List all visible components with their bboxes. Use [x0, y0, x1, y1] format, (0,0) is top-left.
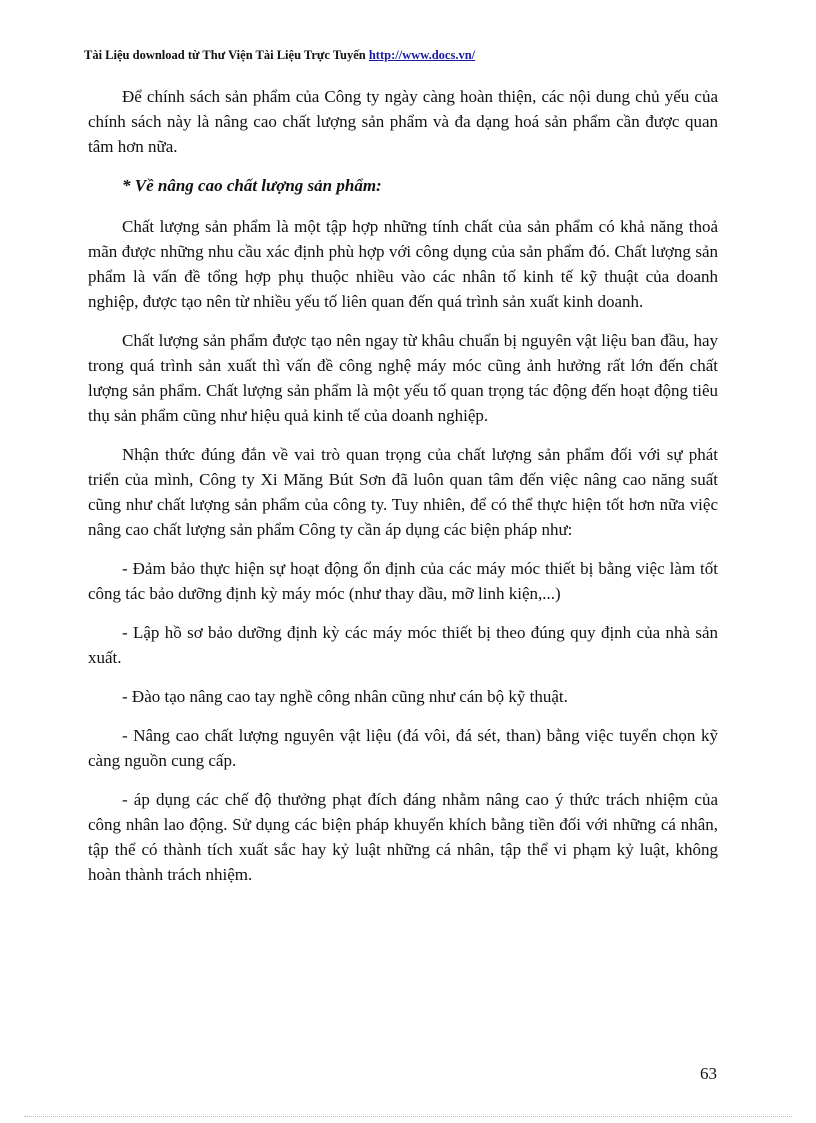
page-header — [84, 48, 475, 63]
section-heading: * Về nâng cao chất lượng sản phẩm: — [122, 176, 382, 195]
list-item: - Nâng cao chất lượng nguyên vật liệu (đá vôi, đá sét, than) bằng việc tuyển chọn kỹ càng nguồn cung cấp. — [88, 726, 718, 770]
body-paragraph: Chất lượng sản phẩm được tạo nên ngay từ khâu chuẩn bị nguyên vật liệu ban đầu, hay trong quá trình sản xuất thì vấn đề công nghệ máy móc cũng ảnh hưởng rất lớn đến chất lượng sản phẩm. Chất lượng sản phẩm là một yếu tố quan trọng tác động đến hoạt động tiêu thụ sản phẩm cũng như hiệu quả kinh tế của doanh nghiệp. — [88, 331, 718, 425]
list-item: - Đảm bảo thực hiện sự hoạt động ổn định của các máy móc thiết bị bằng việc làm tốt công tác bảo dưỡng định kỳ máy móc (như thay dầu, mỡ linh kiện,...) — [88, 559, 718, 603]
page-number: 63 — [700, 1064, 717, 1083]
header-text: Tài Liệu download từ Thư Viện Tài Liệu Trực Tuyến — [84, 48, 369, 62]
intro-paragraph: Để chính sách sản phẩm của Công ty ngày càng hoàn thiện, các nội dung chủ yếu của chính sách này là nâng cao chất lượng sản phẩm và đa dạng hoá sản phẩm cần được quan tâm hơn nữa. — [88, 87, 718, 156]
header-link[interactable]: http://www.docs.vn/ — [368, 48, 476, 62]
list-item: - áp dụng các chế độ thưởng phạt đích đáng nhằm nâng cao ý thức trách nhiệm của công nhân lao động. Sử dụng các biện pháp khuyến khích bằng tiền đối với những cá nhân, tập thể có thành tích xuất sắc hay kỷ luật những cá nhân, tập thể vi phạm kỷ luật, không hoàn thành trách nhiệm. — [88, 790, 718, 884]
body-paragraph: Chất lượng sản phẩm là một tập hợp những tính chất của sản phẩm có khả năng thoả mãn được những nhu cầu xác định phù hợp với công dụng của sản phẩm đó. Chất lượng sản phẩm là vấn đề tổng hợp phụ thuộc nhiều vào các nhân tố kinh tế kỹ thuật của doanh nghiệp, được tạo nên từ nhiều yếu tố liên quan đến quá trình sản xuất kinh doanh. — [88, 217, 718, 311]
list-item: - Đào tạo nâng cao tay nghề công nhân cũng như cán bộ kỹ thuật. — [122, 687, 568, 706]
body-paragraph: Nhận thức đúng đắn về vai trò quan trọng của chất lượng sản phẩm đối với sự phát triển của mình, Công ty Xi Măng Bút Sơn đã luôn quan tâm đến việc nâng cao năng suất cũng như chất lượng sản phẩm của công ty. Tuy nhiên, để có thể thực hiện tốt hơn nữa việc nâng cao chất lượng sản phẩm Công ty cần áp dụng các biện pháp như: — [88, 445, 718, 539]
list-item: - Lập hồ sơ bảo dưỡng định kỳ các máy móc thiết bị theo đúng quy định của nhà sản xuất. — [88, 623, 718, 667]
document-body — [88, 84, 718, 901]
page-divider — [24, 1116, 792, 1117]
